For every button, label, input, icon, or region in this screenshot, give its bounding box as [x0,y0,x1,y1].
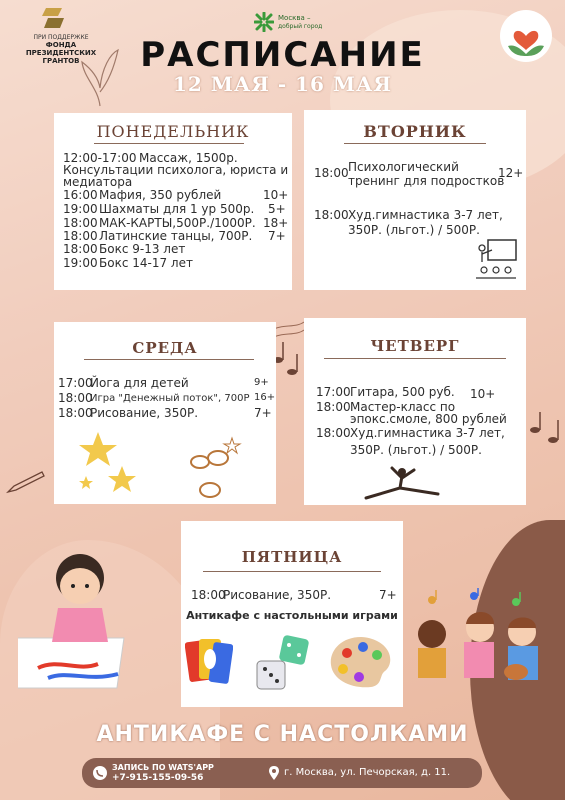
wednesday-card [54,322,276,504]
time: 18:00 [316,400,351,414]
wednesday-title: СРЕДА [132,339,198,357]
kids-music-illustration [412,588,562,708]
activity: Рисование, 350Р. [223,588,332,602]
contact-footer [82,758,482,788]
coins-icon [184,432,244,502]
time: 18:00 [58,391,93,405]
activity: Консультации психолога, юриста и [63,163,289,177]
activity: Гитара, 500 руб. [350,385,455,399]
moscow-star-icon [254,12,274,32]
friday-title: ПЯТНИЦА [241,548,343,566]
monday-divider [94,143,244,144]
age-label: 9+ [254,377,269,388]
age-label: 7+ [379,588,397,602]
age-label: 7+ [268,229,286,243]
age-label: 7+ [254,406,272,420]
fund-name: ФОНДА ПРЕЗИДЕНТСКИХ ГРАНТОВ [25,41,97,65]
time: 19:00 [63,202,98,216]
time: 19:00 [63,256,98,270]
address: г. Москва, ул. Печорская, д. 11. [284,767,451,778]
activity: Латинские танцы, 700Р. [99,229,253,243]
age-label: 5+ [268,202,286,216]
activity: МАК-КАРТЫ,500Р./1000Р. [99,216,256,230]
age-label: 12+ [498,166,524,180]
time: 12:00-17:00 [63,151,137,165]
time: 18:00 [314,166,349,180]
activity: Рисование, 350Р. [90,406,199,420]
activity: медиатора [63,175,133,189]
anticafe-subtitle: Антикафе с настольными играми [186,609,398,622]
friday-card [181,521,403,707]
page-title: РАСПИСАНИЕ [140,35,425,75]
age-label: 10+ [470,387,496,401]
date-range: 12 МАЯ - 16 МАЯ [173,72,392,96]
activity: Шахматы для 1 ур 500р. [99,202,255,216]
monday-card [54,113,292,290]
tuesday-divider [344,143,486,144]
palette-icon [327,635,397,691]
age-label: 16+ [254,392,276,403]
monday-title: ПОНЕДЕЛЬНИК [96,122,250,141]
time: 18:00 [316,426,351,440]
activity: эпокс.смоле, 800 рублей [350,412,507,426]
activity: Худ.гимнастика 3-7 лет, [350,426,505,440]
time: 18:00 [63,242,98,256]
music-notes-right-icon [525,400,565,450]
time: 18:00 [63,229,98,243]
dice-icon [253,635,317,695]
uno-cards-icon [185,635,233,691]
whatsapp-label: ЗАПИСЬ ПО WATS'APP [112,763,214,772]
thursday-divider [324,358,506,359]
activity: 350Р. (льгот.) / 500Р. [348,223,480,237]
activity: Психологический [348,160,459,174]
moscow-logo-line1: Москва – [278,14,311,22]
activity: Массаж, 1500р. [139,151,238,165]
support-line: ПРИ ПОДДЕРЖКЕ [33,34,89,41]
time: 18:00 [58,406,93,420]
teacher-board-icon [472,238,520,282]
age-label: 18+ [263,216,289,230]
pencil-icon [6,466,46,496]
phone-number[interactable]: +7-915-155-09-56 [112,773,204,783]
time: 17:00 [58,376,93,390]
moscow-logo [254,10,334,36]
tuesday-title: ВТОРНИК [363,122,467,141]
thursday-title: ЧЕТВЕРГ [370,337,460,355]
activity: Бокс 14-17 лет [99,256,193,270]
tuesday-card [304,110,526,290]
time: 18:00 [191,588,226,602]
activity: 350Р. (льгот.) / 500Р. [350,443,482,457]
moscow-logo-line2: добрый город [278,23,323,30]
friday-divider [203,571,381,572]
activity: Бокс 9-13 лет [99,242,186,256]
time: 18:00 [314,208,349,222]
stars-icon [78,430,138,500]
anticafe-banner: АНТИКАФЕ С НАСТОЛКАМИ [96,722,469,747]
gymnast-icon [362,464,442,504]
grants-emblem-icon [42,6,64,30]
thursday-card [304,318,526,505]
time: 17:00 [316,385,351,399]
activity: Игра "Денежный поток", 700Р [90,393,250,404]
activity: Худ.гимнастика 3-7 лет, [348,208,503,222]
activity: Мафия, 350 рублей [99,188,222,202]
time: 16:00 [63,188,98,202]
age-label: 10+ [263,188,289,202]
location-pin-icon [268,765,280,781]
wednesday-divider [84,359,254,360]
activity: Мастер-класс по [350,400,456,414]
girl-drawing-illustration [18,538,148,698]
activity: тренинг для подростков [348,174,505,188]
time: 18:00 [63,216,98,230]
activity: Йога для детей [90,376,189,390]
whatsapp-icon[interactable] [92,765,108,781]
